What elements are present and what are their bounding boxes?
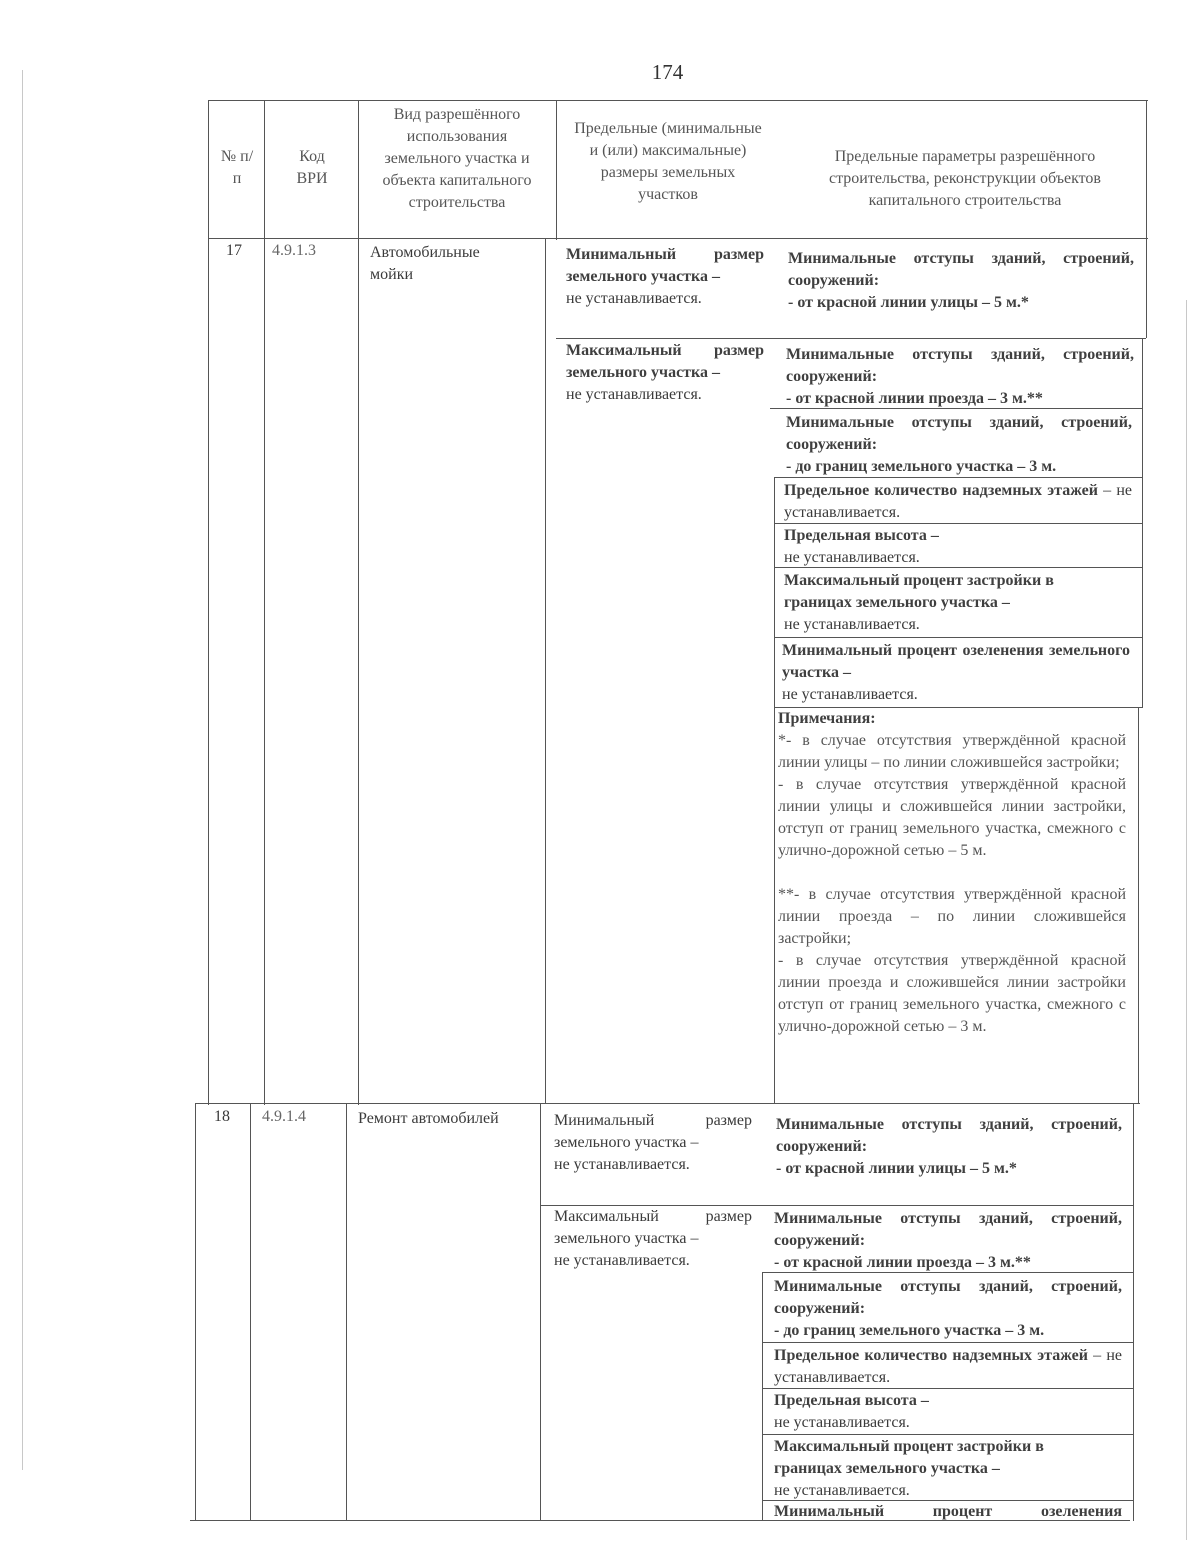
note-3: **- в случае отсутствия утверждённой красной линии проезда – по линии сложившейся застройки; (778, 886, 1126, 947)
max-size-title: Максимальный размер земельного участка – (554, 1208, 752, 1247)
min-size-title: Минимальный размер земельного участка – (554, 1112, 752, 1151)
param-height: Предельная высота – не устанавливается. (774, 1392, 929, 1431)
note-1: *- в случае отсутствия утверждённой красной линии улицы – по линии сложившейся застройки; (778, 732, 1126, 771)
param-max-coverage: Максимальный процент застройки в границах земельного участка – не устанавливается. (774, 1438, 1044, 1499)
row-code: 4.9.1.4 (262, 1108, 306, 1125)
param-offset-boundary: Минимальные отступы зданий, строений, сооружений: - до границ земельного участка – 3 м. (786, 414, 1132, 475)
param-offset-boundary: Минимальные отступы зданий, строений, сооружений: - до границ земельного участка – 3 м. (774, 1278, 1122, 1339)
param-min-greenery: Минимальный процент озеленения земельного участка – не устанавливается. (782, 642, 1130, 703)
min-size-value: не устанавливается. (566, 290, 702, 307)
row-usage-name: Ремонт автомобилей (358, 1110, 499, 1127)
row-code: 4.9.1.3 (272, 242, 316, 259)
header-code: Код ВРИ (296, 148, 328, 187)
param-min-greenery: Минимальный процент озеленения (774, 1503, 1122, 1520)
min-size-title: Минимальный размер земельного участка – (566, 246, 764, 285)
param-offset-driveway: Минимальные отступы зданий, строений, сооружений: - от красной линии проезда – 3 м.** (774, 1210, 1122, 1271)
param-floors: Предельное количество надземных этажей – не устанавливается. (774, 1347, 1122, 1386)
row-number: 17 (226, 242, 242, 259)
max-size-cell (554, 1206, 752, 1272)
max-size-value: не устанавливается. (554, 1252, 690, 1269)
row-number: 18 (214, 1108, 230, 1125)
notes-cell (778, 708, 1126, 1038)
header-usage-type: Вид разрешённого использования земельного участка и объекта капитального строительства (382, 106, 532, 211)
header-plot-size: Предельные (минимальные и (или) максимальные) размеры земельных участков (574, 120, 762, 203)
notes-title: Примечания: (778, 710, 876, 727)
param-floors: Предельное количество надземных этажей – не устанавливается. (784, 482, 1132, 521)
param-max-coverage: Максимальный процент застройки в границах земельного участка – не устанавливается. (784, 572, 1054, 633)
max-size-title: Максимальный размер земельного участка – (566, 342, 764, 381)
max-size-value: не устанавливается. (566, 386, 702, 403)
header-construction-params: Предельные параметры разрешённого строительства, реконструкции объектов капитального строительства (829, 148, 1101, 209)
header-number: № п/п (220, 148, 254, 187)
min-size-value: не устанавливается. (554, 1156, 690, 1173)
page-number: 174 (651, 60, 684, 84)
note-2: - в случае отсутствия утверждённой красной линии улицы и сложившейся линии застройки, отступ от границ земельного участка, смежного с улично-дорожной сетью – 5 м. (778, 776, 1126, 859)
note-4: - в случае отсутствия утверждённой красной линии проезда и сложившейся линии застройки отступ от границ земельного участка, смежного с улично-дорожной сетью – 3 м. (778, 952, 1126, 1035)
param-height: Предельная высота – не устанавливается. (784, 527, 939, 566)
scan-margin-line-right (1186, 300, 1187, 1540)
max-size-cell (566, 340, 764, 406)
param-offset-street: Минимальные отступы зданий, строений, сооружений: - от красной линии улицы – 5 м.* (788, 250, 1134, 311)
min-size-cell (554, 1110, 752, 1176)
scan-margin-line (22, 70, 23, 1470)
param-offset-driveway: Минимальные отступы зданий, строений, сооружений: - от красной линии проезда – 3 м.** (786, 346, 1134, 407)
min-size-cell (566, 244, 764, 310)
param-offset-street: Минимальные отступы зданий, строений, сооружений: - от красной линии улицы – 5 м.* (776, 1116, 1122, 1177)
row-usage-name: Автомобильные мойки (370, 244, 480, 283)
